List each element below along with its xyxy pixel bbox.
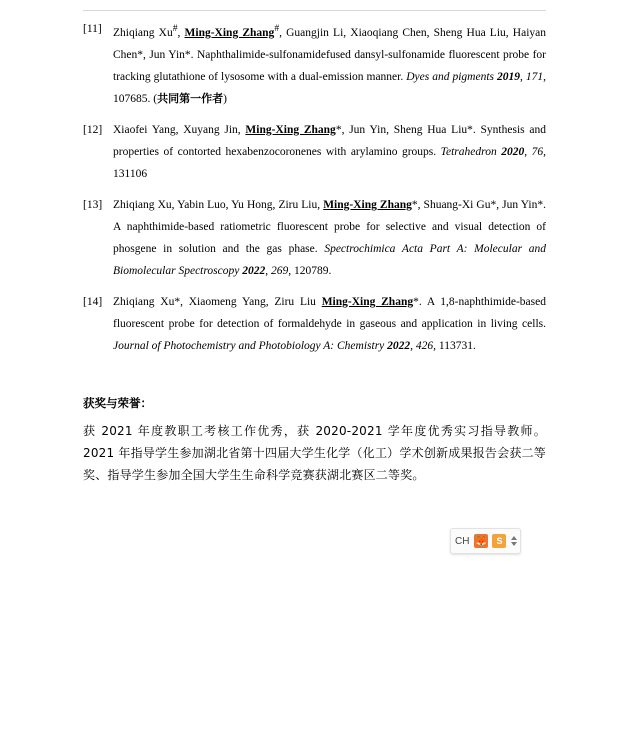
reference-number: [14] — [83, 295, 103, 308]
reference-number: [12] — [83, 123, 103, 136]
reference-text: Zhiqiang Xu, Yabin Luo, Yu Hong, Ziru Liu, Ming-Xing Zhang*, Shuang-Xi Gu*, Jun Yin*. A naphthimide-based ratiometric fluorescent probe for selective and visual detection of phosgene in solution and the gas phase. Spectrochimica Acta Part A: Molecular and Biomolecular Spectroscopy 2022, 269, 120789. — [113, 198, 547, 277]
ime-toolbar[interactable] — [450, 528, 521, 554]
reference-number: [13] — [83, 198, 103, 211]
reference-entry — [83, 18, 546, 110]
reference-text: Zhiqiang Xu*, Xiaomeng Yang, Ziru Liu Ming-Xing Zhang*. A 1,8-naphthimide-based fluorescent probe for detection of formaldehyde in gaseous and application in living cells. Journal of Photochemistry and Photobiology A: Chemistry 2022, 426, 113731. — [113, 295, 546, 352]
document-content — [83, 18, 546, 486]
page-top-rule — [83, 10, 546, 11]
reference-entry — [83, 119, 546, 185]
reference-entry — [83, 194, 546, 282]
reference-text: Zhiqiang Xu#, Ming-Xing Zhang#, Guangjin Li, Xiaoqiang Chen, Sheng Hua Liu, Haiyan Chen*, Jun Yin*. Naphthalimide-sulfonamidefused dansyl-sulfonamide fluorescent probe for tracking glutathione of lysosome with a dual-emission manner. Dyes and pigments 2019, 171, 107685. (共同第一作者) — [113, 23, 546, 105]
s-icon[interactable]: S — [492, 534, 506, 548]
ime-mode-label[interactable]: CH — [455, 535, 470, 547]
reference-text: Xiaofei Yang, Xuyang Jin, Ming-Xing Zhang*, Jun Yin, Sheng Hua Liu*. Synthesis and properties of contorted hexabenzocoronenes with arylamino groups. Tetrahedron 2020, 76, 131106 — [113, 123, 546, 180]
awards-body-text: 获 2021 年度教职工考核工作优秀，获 2020-2021 学年度优秀实习指导教师。2021 年指导学生参加湖北省第十四届大学生化学（化工）学术创新成果报告会获二等奖、指导学生参加全国大学生生命科学竞赛获湖北赛区二等奖。 — [83, 423, 546, 482]
fox-icon[interactable]: 🦊 — [474, 534, 488, 548]
awards-heading: 获奖与荣誉： — [83, 395, 152, 410]
up-down-arrows-icon[interactable] — [510, 536, 517, 546]
reference-number: [11] — [83, 23, 102, 35]
reference-entry — [83, 291, 546, 357]
